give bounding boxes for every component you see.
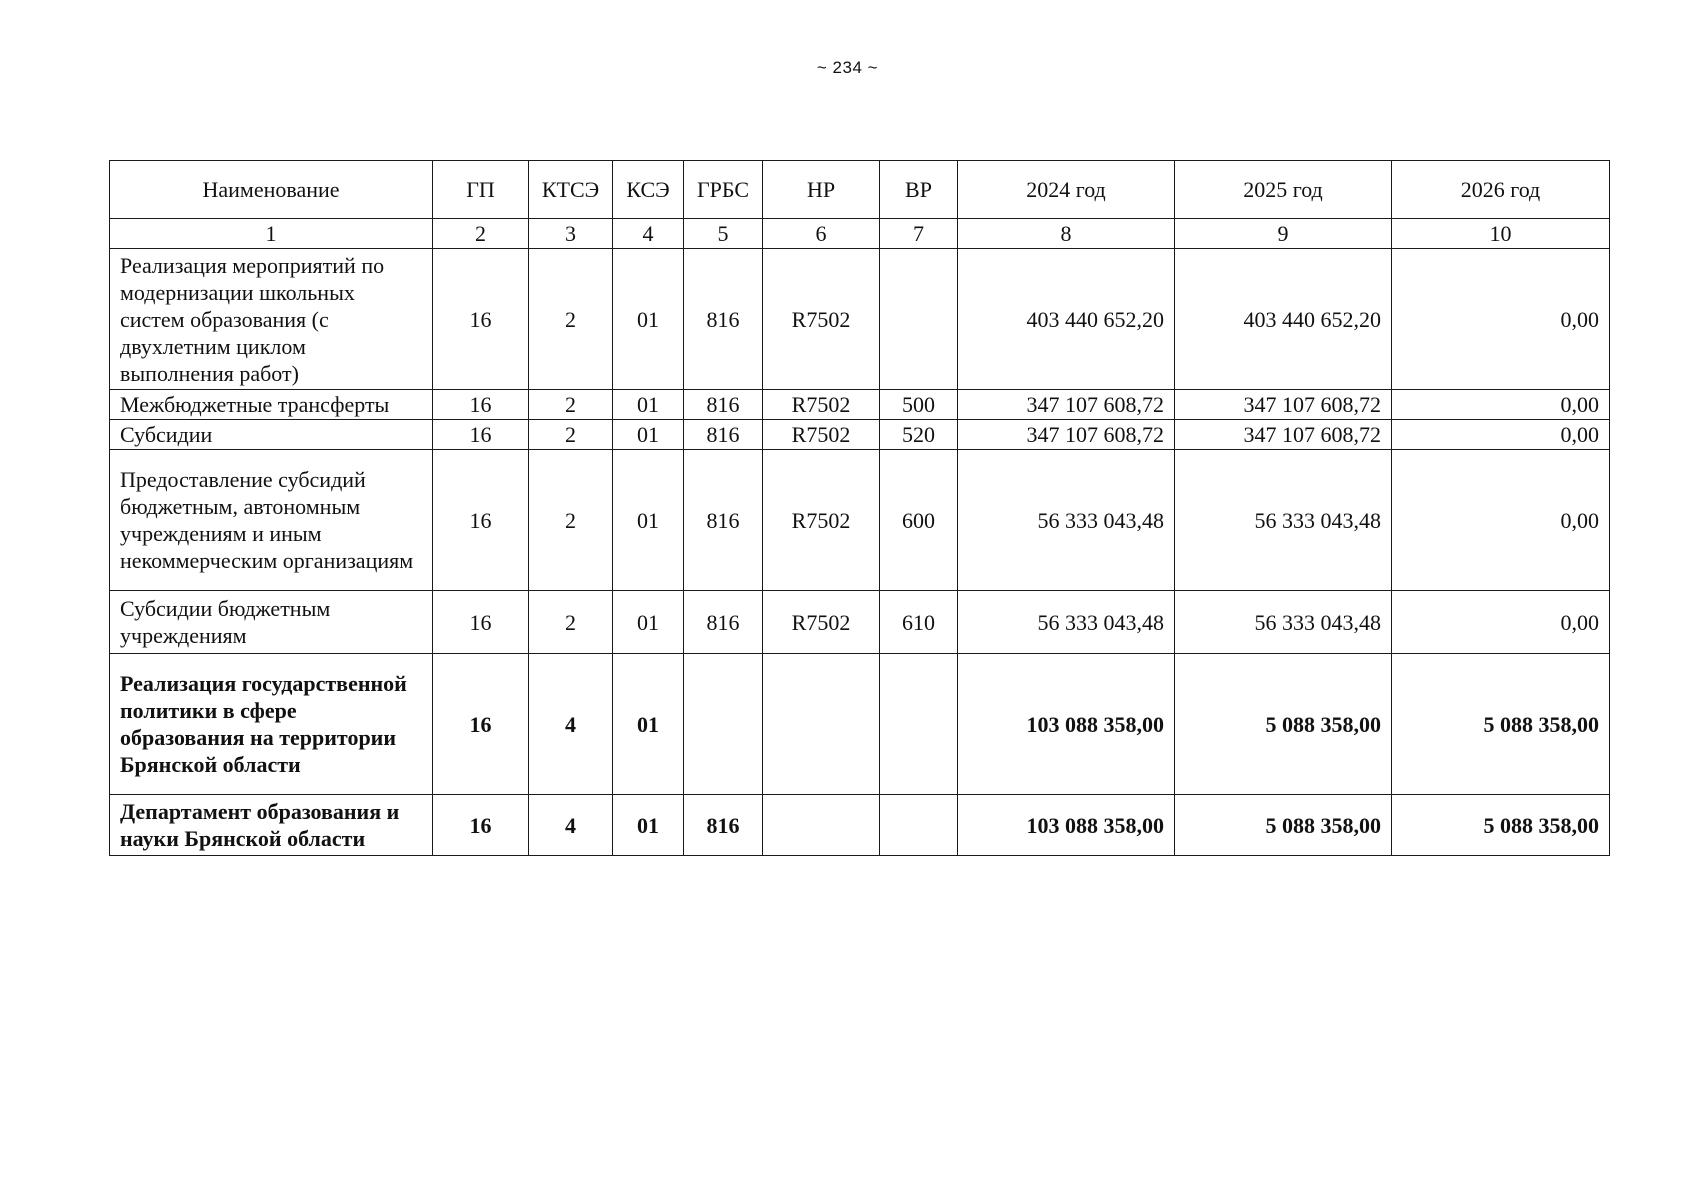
column-number-row [110,219,1610,249]
table-row [110,390,1610,420]
cell-2026: 0,00 [1392,249,1610,390]
column-number: 10 [1392,219,1610,249]
cell-nr: R7502 [763,591,880,654]
cell-kse: 01 [613,591,684,654]
cell-nr: R7502 [763,420,880,450]
column-number: 7 [880,219,958,249]
table-row [110,450,1610,591]
cell-2026: 0,00 [1392,450,1610,591]
header-2025: 2025 год [1175,161,1392,219]
cell-2025: 347 107 608,72 [1175,420,1392,450]
cell-2026: 0,00 [1392,591,1610,654]
cell-gp: 16 [433,654,529,795]
cell-ktse: 2 [529,249,613,390]
cell-kse: 01 [613,795,684,856]
header-2026: 2026 год [1392,161,1610,219]
table-row [110,249,1610,390]
cell-2026: 5 088 358,00 [1392,654,1610,795]
cell-grbs: 816 [684,795,763,856]
row-name: Реализация государственной политики в сфере образования на территории Брянской области [110,654,433,795]
cell-grbs: 816 [684,249,763,390]
cell-2025: 347 107 608,72 [1175,390,1392,420]
cell-nr: R7502 [763,450,880,591]
table-row [110,795,1610,856]
header-2024: 2024 год [958,161,1175,219]
column-number: 1 [110,219,433,249]
row-name: Межбюджетные трансферты [110,390,433,420]
page-number: ~ 234 ~ [816,58,879,77]
table-row [110,420,1610,450]
header-ktse: КТСЭ [529,161,613,219]
cell-2024: 56 333 043,48 [958,450,1175,591]
column-number: 5 [684,219,763,249]
column-number: 8 [958,219,1175,249]
cell-ktse: 2 [529,591,613,654]
cell-grbs: 816 [684,450,763,591]
cell-grbs: 816 [684,390,763,420]
cell-vr: 500 [880,390,958,420]
cell-nr: R7502 [763,249,880,390]
cell-vr: 610 [880,591,958,654]
cell-2026: 5 088 358,00 [1392,795,1610,856]
cell-2024: 347 107 608,72 [958,390,1175,420]
cell-2025: 56 333 043,48 [1175,450,1392,591]
cell-gp: 16 [433,795,529,856]
cell-kse: 01 [613,249,684,390]
table-row [110,654,1610,795]
cell-2026: 0,00 [1392,390,1610,420]
column-number: 9 [1175,219,1392,249]
row-name: Субсидии бюджетным учреждениям [110,591,433,654]
cell-2024: 347 107 608,72 [958,420,1175,450]
table-row [110,591,1610,654]
cell-nr [763,795,880,856]
cell-gp: 16 [433,420,529,450]
cell-vr: 600 [880,450,958,591]
cell-kse: 01 [613,390,684,420]
cell-2025: 56 333 043,48 [1175,591,1392,654]
row-name: Реализация мероприятий по модернизации школьных систем образования (с двухлетним циклом выполнения работ) [110,249,433,390]
cell-nr: R7502 [763,390,880,420]
cell-gp: 16 [433,390,529,420]
cell-gp: 16 [433,249,529,390]
cell-2024: 403 440 652,20 [958,249,1175,390]
header-kse: КСЭ [613,161,684,219]
header-grbs: ГРБС [684,161,763,219]
header-name: Наименование [110,161,433,219]
cell-kse: 01 [613,450,684,591]
cell-2026: 0,00 [1392,420,1610,450]
row-name: Субсидии [110,420,433,450]
cell-ktse: 2 [529,390,613,420]
header-row [110,161,1610,219]
column-number: 4 [613,219,684,249]
cell-vr [880,249,958,390]
cell-vr [880,795,958,856]
cell-gp: 16 [433,591,529,654]
cell-grbs: 816 [684,420,763,450]
cell-ktse: 2 [529,450,613,591]
cell-2024: 103 088 358,00 [958,654,1175,795]
cell-vr: 520 [880,420,958,450]
cell-ktse: 4 [529,795,613,856]
cell-gp: 16 [433,450,529,591]
cell-grbs: 816 [684,591,763,654]
cell-2025: 403 440 652,20 [1175,249,1392,390]
row-name: Департамент образования и науки Брянской области [110,795,433,856]
cell-vr [880,654,958,795]
column-number: 2 [433,219,529,249]
cell-ktse: 4 [529,654,613,795]
cell-nr [763,654,880,795]
header-nr: НР [763,161,880,219]
cell-grbs [684,654,763,795]
column-number: 6 [763,219,880,249]
column-number: 3 [529,219,613,249]
cell-2024: 103 088 358,00 [958,795,1175,856]
cell-kse: 01 [613,420,684,450]
header-gp: ГП [433,161,529,219]
cell-2025: 5 088 358,00 [1175,795,1392,856]
cell-kse: 01 [613,654,684,795]
row-name: Предоставление субсидий бюджетным, автономным учреждениям и иным некоммерческим организациям [110,450,433,591]
cell-ktse: 2 [529,420,613,450]
header-vr: ВР [880,161,958,219]
budget-table [109,160,1610,856]
cell-2024: 56 333 043,48 [958,591,1175,654]
cell-2025: 5 088 358,00 [1175,654,1392,795]
